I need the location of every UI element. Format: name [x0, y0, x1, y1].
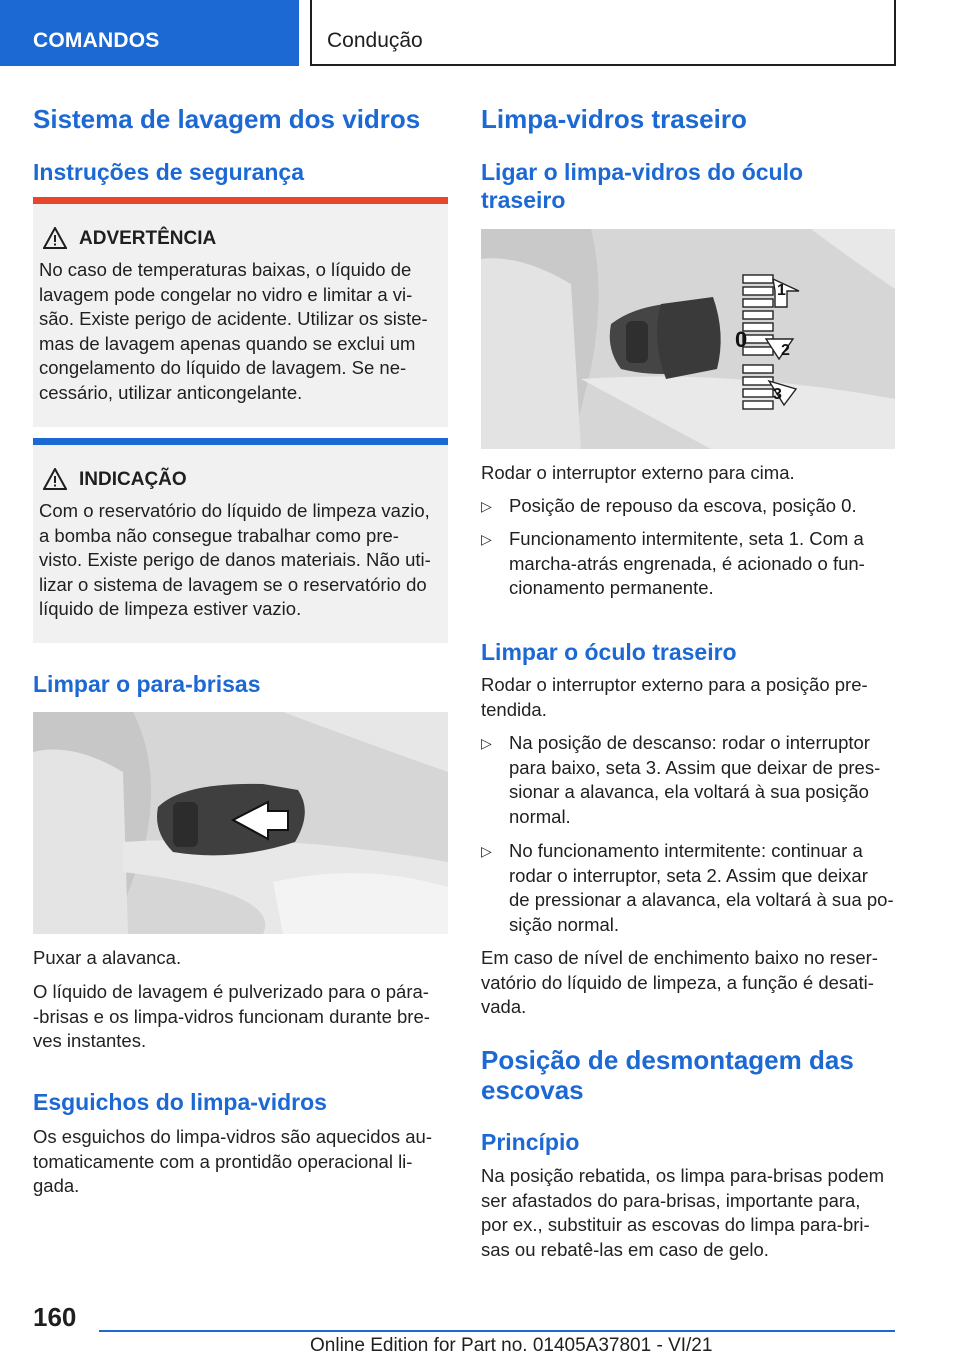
bullet-line: normal. [509, 805, 571, 827]
clean-line: Rodar o interruptor externo para a posição pre- [481, 674, 868, 695]
triangle-bullet-icon: ▷ [481, 843, 492, 859]
notice-line: visto. Existe perigo de danos materiais. Não uti- [39, 549, 431, 570]
heading-removal-position [481, 1045, 895, 1105]
bullet-line: rodar o interruptor, seta 2. Assim que deixar [509, 864, 868, 886]
nozzles-line: tomaticamente com a prontidão operacional li- [33, 1150, 413, 1172]
page-number: 160 [33, 1302, 77, 1332]
low-level-line: vatório do líquido de limpeza, a função é desati- [481, 971, 874, 993]
notice-line: lizar o sistema de lavagem se o reservatório do [39, 573, 427, 595]
warning-line: No caso de temperaturas baixas, o líquido de [39, 259, 412, 280]
bullet-line: Posição de repouso da escova, posição 0. [509, 495, 857, 516]
nozzles-text [33, 1125, 448, 1199]
label-pos0: 0 [735, 327, 748, 352]
warning-triangle-icon [43, 468, 67, 490]
footer-rule [99, 1330, 895, 1332]
spray-line: O líquido de lavagem é pulverizado para o pára- [33, 981, 429, 1002]
heading-washer-system: Sistema de lavagem dos vidros [33, 104, 421, 134]
low-level-line: Em caso de nível de enchimento baixo no reser- [481, 947, 878, 968]
warning-line: são. Existe perigo de acidente. Utilizar os siste- [39, 308, 428, 329]
footer-edition: Online Edition for Part no. 01405A37801 - VI/21 [310, 1335, 713, 1356]
heading-windshield: Limpar o para-brisas [33, 671, 261, 697]
chapter-tab [310, 0, 896, 66]
heading-rear-wiper: Limpa-vidros traseiro [481, 104, 747, 134]
principle-line: ser afastados do para-brisas, importante para, [481, 1189, 861, 1211]
heading-clean-rear: Limpar o óculo traseiro [481, 639, 737, 665]
bullet-line: No funcionamento intermitente: continuar a [509, 840, 863, 861]
heading-line: traseiro [481, 187, 566, 213]
heading-nozzles: Esguichos do limpa-vidros [33, 1089, 327, 1115]
heading-line: Ligar o limpa-vidros do óculo [481, 159, 804, 185]
principle-line: Na posição rebatida, os limpa para-brisas podem [481, 1165, 885, 1186]
turn-up-text: Rodar o interruptor externo para cima. [481, 462, 795, 483]
list-item [481, 839, 895, 939]
bullet-line: sionar a alavanca, ela voltará à sua posição [509, 781, 869, 802]
triangle-bullet-icon: ▷ [481, 531, 492, 547]
notice-line: Com o reservatório do líquido de limpeza vazio, [39, 500, 430, 521]
warning-line: mas de lavagem apenas quando se exclui um [39, 332, 416, 354]
bullet-line: sição normal. [509, 913, 620, 935]
bullet-line: Na posição de descanso: rodar o interruptor [509, 732, 870, 753]
nozzles-line: Os esguichos do limpa-vidros são aquecidos au- [33, 1126, 432, 1147]
warning-line: cessário, utilizar anticongelante. [39, 381, 303, 403]
nozzles-line: gada. [33, 1175, 80, 1196]
warning-line: lavagem pode congelar no vidro e limitar a vi- [39, 283, 413, 305]
switch-illustration [481, 229, 895, 449]
notice-bar [33, 438, 448, 445]
notice-line: a bomba não consegue trabalhar como pre- [39, 524, 399, 546]
lever-illustration [33, 712, 448, 934]
warning-title: ADVERTÊNCIA [79, 228, 217, 249]
principle-line: sas ou rebatê-las em caso de gelo. [481, 1238, 769, 1260]
list-item [481, 494, 895, 519]
pull-lever-text: Puxar a alavanca. [33, 947, 182, 968]
clean-text [481, 673, 895, 722]
chapter-title: Condução [327, 29, 423, 52]
spray-line: -brisas e os limpa-vidros funcionam durante bre- [33, 1005, 430, 1027]
section-title: COMANDOS [33, 29, 160, 52]
bullet-line: cionamento permanente. [509, 577, 714, 598]
bullet-line: de pressionar a alavanca, ela voltará à sua po- [509, 889, 894, 910]
low-level-text [481, 946, 895, 1020]
warning-box [33, 197, 448, 427]
low-level-line: vada. [481, 996, 527, 1017]
principle-text [481, 1164, 895, 1262]
label-arrow2: 2 [781, 342, 790, 359]
principle-line: por ex., substituir as escovas do limpa para-bri- [481, 1214, 870, 1235]
triangle-bullet-icon: ▷ [481, 735, 492, 751]
list-item [481, 731, 895, 831]
notice-line: líquido de limpeza estiver vazio. [39, 598, 302, 619]
bullet-line: para baixo, seta 3. Assim que deixar de pres- [509, 756, 881, 778]
heading-rear-wiper-on [481, 158, 895, 214]
notice-text [39, 499, 444, 622]
clean-line: tendida. [481, 698, 547, 720]
section-tab [0, 0, 299, 66]
spray-line: ves instantes. [33, 1030, 147, 1051]
rear-wiper-switch-photo [481, 229, 895, 449]
warning-bar [33, 197, 448, 204]
windshield-lever-photo [33, 712, 448, 934]
heading-line: escovas [481, 1075, 584, 1105]
label-arrow1: 1 [777, 282, 786, 299]
list-item [481, 527, 895, 602]
bullet-line: Funcionamento intermitente, seta 1. Com a [509, 528, 864, 549]
spray-text [33, 980, 448, 1054]
warning-triangle-icon [43, 227, 67, 249]
notice-title: INDICAÇÃO [79, 469, 187, 490]
notice-box [33, 438, 448, 643]
heading-principle: Princípio [481, 1129, 580, 1155]
triangle-bullet-icon: ▷ [481, 498, 492, 514]
bullet-line: marcha-atrás engrenada, é acionado o fun- [509, 552, 865, 574]
warning-text [39, 258, 444, 405]
warning-line: congelamento do líquido de lavagem. Se ne- [39, 357, 407, 378]
label-arrow3: 3 [773, 386, 782, 403]
heading-line: Posição de desmontagem das [481, 1045, 854, 1075]
heading-safety: Instruções de segurança [33, 159, 304, 185]
